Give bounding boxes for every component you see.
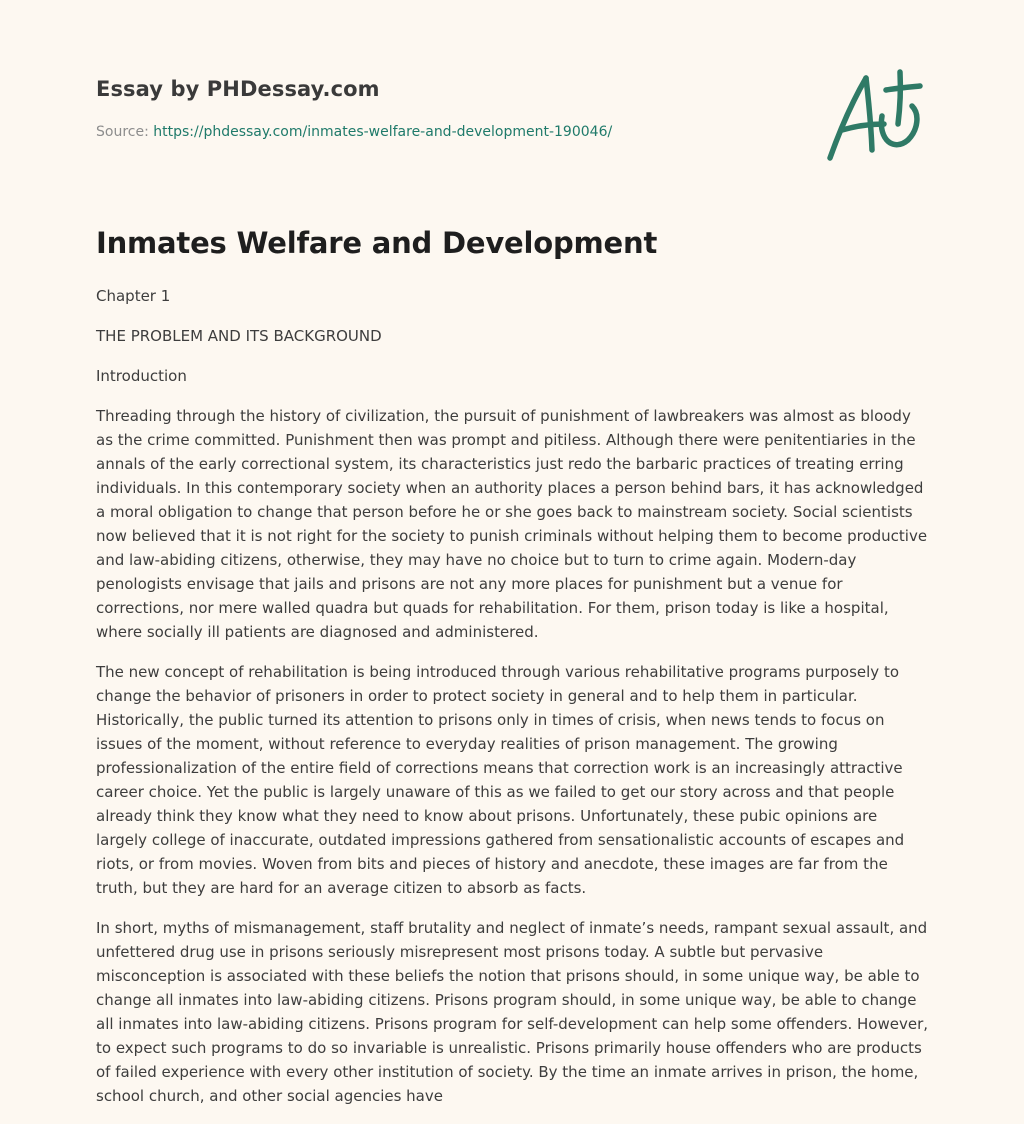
paragraph: The new concept of rehabilitation is being introduced through various rehabilitative programs purposely to change the behavior of prisoners in order to protect society in general and to help them in particular. Historically, the public turned its attention to prisons only in times of crisis, when news tends to focus on issues of the moment, without reference to everyday realities of prison management. The growing professionalization of the entire field of corrections means that correction work is an increasingly attractive career choice. Yet the public is largely unaware of this as we failed to get our story across and that people already think they know what they need to know about prisons. Unfortunately, these pubic opinions are largely college of inaccurate, outdated impressions gathered from sensationalistic accounts of escapes and riots, or from movies. Woven from bits and pieces of history and anecdote, these images are far from the truth, but they are hard for an average citizen to absorb as facts. xyxy=(96,663,905,897)
paragraph: In short, myths of mismanagement, staff brutality and neglect of inmate’s needs, rampant sexual assault, and unfettered drug use in prisons seriously misrepresent most prisons today. A subtle but pervasive misconception is associated with these beliefs the notion that prisons should, in some unique way, be able to change all inmates into law-abiding citizens. Prisons program should, in some unique way, be able to change all inmates into law-abiding citizens. Prisons program for self-development can help some offenders. However, to expect such programs to do so invariable is unrealistic. Prisons primarily house offenders who are products of failed experience with every other institution of society. By the time an inmate arrives in prison, the home, school church, and other social agencies have xyxy=(96,919,929,1105)
chapter-label: Chapter 1 xyxy=(96,287,171,305)
source-link[interactable]: https://phdessay.com/inmates-welfare-and-development-190046/ xyxy=(153,124,613,140)
source-label: Source: xyxy=(96,124,149,140)
a-plus-logo-icon xyxy=(820,66,930,166)
section-heading: THE PROBLEM AND ITS BACKGROUND xyxy=(96,327,382,345)
section-label: Introduction xyxy=(96,367,187,385)
essay-title: Inmates Welfare and Development xyxy=(96,226,658,260)
paragraph: Threading through the history of civilization, the pursuit of punishment of lawbreakers was almost as bloody as the crime committed. Punishment then was prompt and pitiless. Although there were penitentiaries in the annals of the early correctional system, its characteristics just redo the barbaric practices of treating erring individuals. In this contemporary society when an authority places a person behind bars, it has acknowledged a moral obligation to change that person before he or she goes back to mainstream society. Social scientists now believed that it is not right for the society to punish criminals without helping them to become productive and law-abiding citizens, otherwise, they may have no choice but to turn to crime again. Modern-day penologists envisage that jails and prisons are not any more places for punishment but a venue for corrections, nor mere walled quadra but quads for rehabilitation. For them, prison today is like a hospital, where socially ill patients are diagnosed and administered. xyxy=(96,407,928,641)
essay-body xyxy=(96,284,932,1124)
brand-title: Essay by PHDessay.com xyxy=(96,77,380,101)
source-line xyxy=(96,124,612,140)
